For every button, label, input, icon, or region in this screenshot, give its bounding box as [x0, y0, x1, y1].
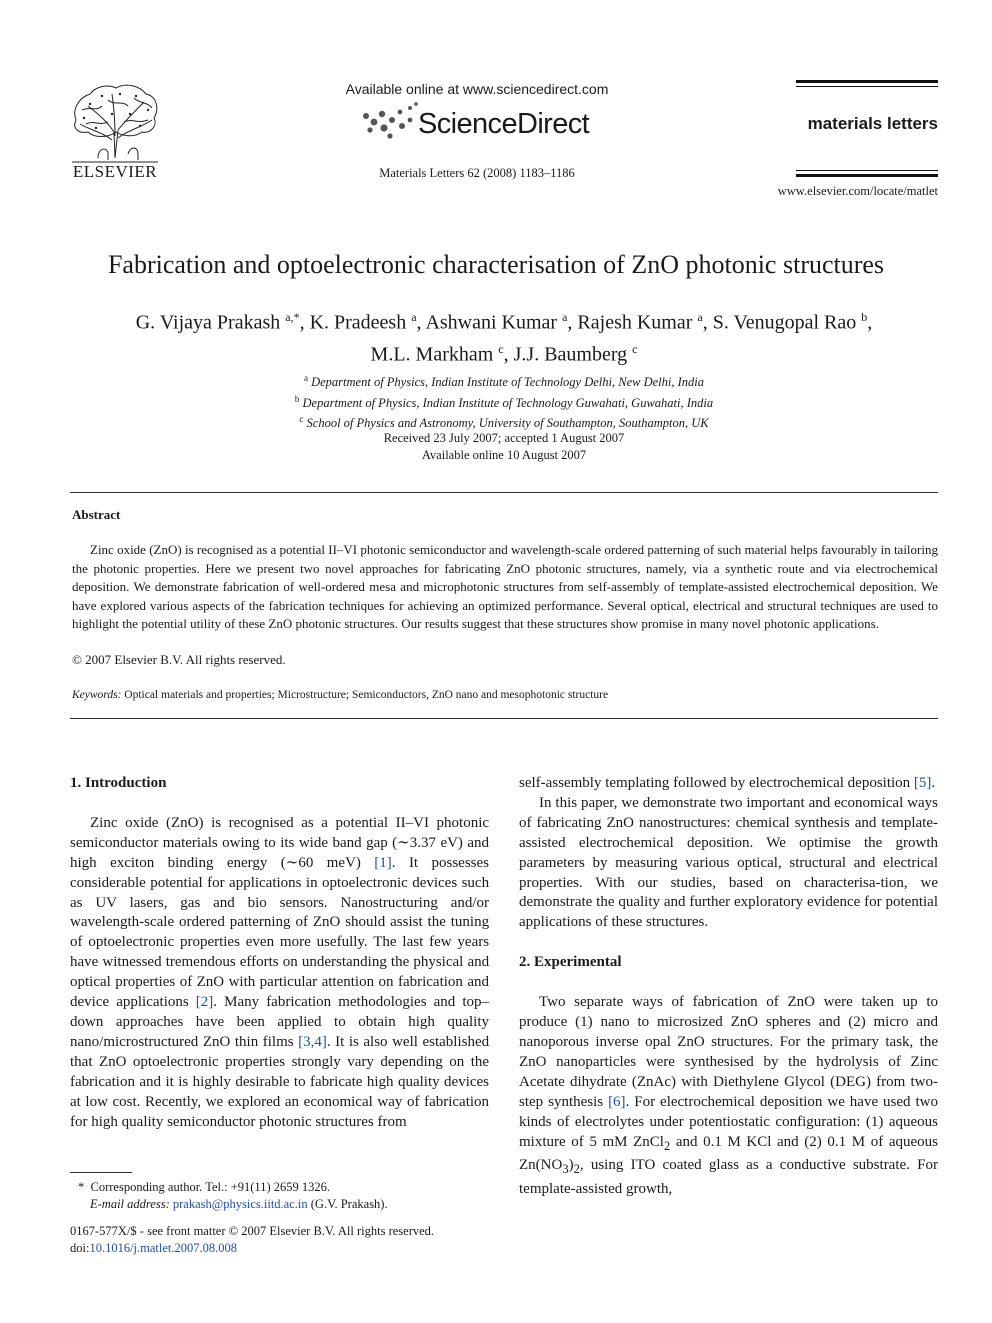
abstract-copyright: © 2007 Elsevier B.V. All rights reserved.	[72, 652, 286, 667]
journal-name: materials letters	[807, 114, 938, 133]
citation-link[interactable]: [2]	[195, 994, 214, 1011]
affiliation-label: a	[303, 373, 308, 383]
affiliation-item	[70, 411, 938, 432]
affiliation-item	[70, 370, 938, 391]
author-name: M.L. Markham	[370, 343, 494, 366]
doi-link[interactable]: 10.1016/j.matlet.2007.08.008	[89, 1241, 238, 1255]
issn-line: 0167-577X/$ - see front matter © 2007 Elsevier B.V. All rights reserved.	[70, 1224, 435, 1238]
text-run: , using ITO coated glass as a conductive substrate. For template-assisted growth,	[519, 1157, 938, 1198]
email-link[interactable]: prakash@physics.iitd.ac.in	[172, 1197, 308, 1211]
section-heading-experimental: 2. Experimental	[519, 954, 622, 971]
affiliation-mark[interactable]: a	[562, 310, 568, 324]
corresponding-author-footnote	[78, 1179, 498, 1213]
author-separator: ,	[416, 311, 426, 334]
email-suffix: (G.V. Prakash).	[310, 1197, 388, 1211]
left-column	[70, 774, 489, 1132]
author-separator: ,	[702, 311, 713, 334]
author-list	[70, 304, 938, 367]
sciencedirect-wordmark: ScienceDirect	[418, 108, 590, 140]
author-name: Rajesh Kumar	[577, 311, 693, 334]
section-heading-introduction: 1. Introduction	[70, 775, 167, 791]
intro-paragraph-2: In this paper, we demonstrate two important and economical ways of fabricating ZnO nanostructures: chemical synthesis and template-assisted electrochemical deposition. We optimise the growth parameters by measuring various optical, structural and electrical properties. With our studies, based on characterisa-tion, we demonstrate the quality and further exploratory evidence for potential applications of these structures.	[519, 794, 938, 931]
author-name: J.J. Baumberg	[513, 343, 628, 366]
affiliation-text: School of Physics and Astronomy, University of Southampton, Southampton, UK	[306, 416, 709, 431]
journal-reference: Materials Letters 62 (2008) 1183–1186	[379, 166, 575, 180]
affiliation-label: c	[299, 414, 304, 425]
text-run: )	[568, 1157, 574, 1174]
text-run: . It possesses considerable potential for applications in optoelectronic devices such as UV lasers, gas and bio sensors. Nanostructuring and/or wavelength-scale ordered patterning of ZnO should assist the tuning of optoelectronic properties even more usefully. The last few years have witnessed tremendous efforts on understanding the physical and optical properties of ZnO with particular attention on fabrication and device applications	[70, 854, 490, 1011]
text-run: Zinc oxide (ZnO) is recognised as a potential II–VI photonic semiconductor materials owing to its wide band gap (∼3.37 eV) and high exciton binding energy (∼60 meV)	[70, 814, 490, 871]
author-separator: ,	[503, 343, 514, 366]
citation-link[interactable]: [6]	[608, 1093, 626, 1110]
affiliation-mark[interactable]: a,*	[285, 310, 300, 324]
keywords-label: Keywords:	[72, 689, 122, 701]
available-online-text: Available online at www.sciencedirect.com	[345, 81, 609, 97]
affiliation-mark[interactable]: c	[498, 341, 504, 356]
author-separator: ,	[299, 311, 310, 334]
author-separator: ,	[567, 311, 578, 334]
text-run: . For electrochemical deposition we have used two kinds of electrolytes under potentiostatic configuration: (1) aqueous mixture of 5 mM ZnCl	[519, 1093, 938, 1150]
subscript: 2	[663, 1138, 671, 1153]
abstract-heading: Abstract	[72, 507, 121, 522]
affiliation-text: Department of Physics, Indian Institute of Technology Delhi, New Delhi, India	[311, 375, 704, 390]
section-divider	[70, 718, 938, 719]
journal-rule	[796, 174, 938, 177]
affiliation-mark[interactable]: c	[632, 341, 638, 356]
publisher-name: ELSEVIER	[72, 162, 158, 181]
received-date: Received 23 July 2007; accepted 1 August 2007	[383, 431, 625, 445]
subscript: 2	[573, 1162, 580, 1177]
footnote-rule	[70, 1172, 132, 1173]
affiliation-mark[interactable]: a	[411, 310, 417, 324]
citation-link[interactable]: [1]	[374, 854, 392, 871]
citation-link[interactable]: [5]	[913, 775, 932, 791]
author-name: K. Pradeesh	[309, 311, 407, 334]
author-name: S. Venugopal Rao	[712, 311, 857, 334]
intro-paragraph-continued: self-assembly templating followed by electrochemical deposition [5].	[519, 775, 936, 791]
affiliation-mark[interactable]: b	[861, 310, 868, 324]
footnote-mark: *	[78, 1180, 85, 1194]
keywords	[72, 689, 938, 701]
affiliation-item	[70, 391, 938, 412]
article-dates	[70, 430, 938, 464]
paper-title: Fabrication and optoelectronic characterisation of ZnO photonic structures	[107, 250, 885, 279]
right-column	[519, 774, 938, 1200]
subscript: 3	[562, 1162, 569, 1177]
front-matter	[70, 1223, 510, 1257]
text-run: Two separate ways of fabrication of ZnO were taken up to produce (1) nano to microsized ZnO spheres and (2) micro and nanoporous inverse opal ZnO structures. For the primary task, the ZnO nanoparticles were synthesised by the hydrolysis of Zinc Acetate dihydrate (ZnAc) with Diethylene Glycol (DEG) from two-step synthesis	[519, 994, 938, 1110]
text-run: and 0.1 M KCl and (2) 0.1 M of aqueous Zn(NO	[519, 1133, 938, 1174]
email-label: E-mail address:	[90, 1197, 170, 1211]
experimental-paragraph	[519, 993, 938, 1200]
intro-paragraph	[70, 814, 489, 1133]
text-run: . Many fabrication methodologies and top–down approaches have been applied to obtain high quality nano/microstructured ZnO thin films	[70, 994, 490, 1050]
abstract-text: Zinc oxide (ZnO) is recognised as a potential II–VI photonic semiconductor and wavelength-scale ordered patterning of such material helps favourably in tailoring the photonic properties. Here we present two novel approaches for fabricating ZnO photonic structures, namely, via a synthetic route and via electrochemical deposition. We demonstrate fabrication of well-ordered mesa and microphotonic structures from self-assembly of template-assisted electrochemical deposition. We have explored various aspects of the fabrication techniques for achieving an optimized performance. Several optical, electrical and structural techniques are used to highlight the potential utility of these ZnO photonic structures. Our results suggest that these structures show promise in many novel photonic applications.	[72, 542, 938, 632]
author-name: Ashwani Kumar	[425, 311, 558, 334]
available-date: Available online 10 August 2007	[421, 448, 587, 462]
text-run: . It is also well established that ZnO optoelectronic properties strongly vary depending on the fabrication and it is highly desirable to fabricate high quality devices at low cost. Recently, we explored an economical way of fabrication for high quality semiconductor photonic structures from	[70, 1033, 490, 1130]
affiliation-mark[interactable]: a	[697, 310, 703, 324]
affiliation-text: Department of Physics, Indian Institute of Technology Guwahati, Guwahati, India	[302, 395, 714, 410]
doi-label: doi:	[70, 1241, 90, 1255]
journal-url-link[interactable]: www.elsevier.com/locate/matlet	[777, 184, 938, 198]
author-name: G. Vijaya Prakash	[135, 311, 281, 334]
affiliation-label: b	[294, 393, 300, 404]
journal-rule	[796, 86, 938, 87]
author-separator: ,	[867, 311, 873, 334]
keywords-list: Optical materials and properties; Microstructure; Semiconductors, ZnO nano and mesophotonic structure	[124, 689, 609, 701]
affiliation-list	[70, 370, 938, 432]
journal-rule	[796, 170, 938, 171]
citation-link[interactable]: [3,4]	[298, 1033, 327, 1050]
section-divider	[70, 492, 938, 493]
journal-rule	[796, 80, 938, 83]
corresponding-author: Corresponding author. Tel.: +91(11) 2659 1326.	[90, 1180, 330, 1194]
